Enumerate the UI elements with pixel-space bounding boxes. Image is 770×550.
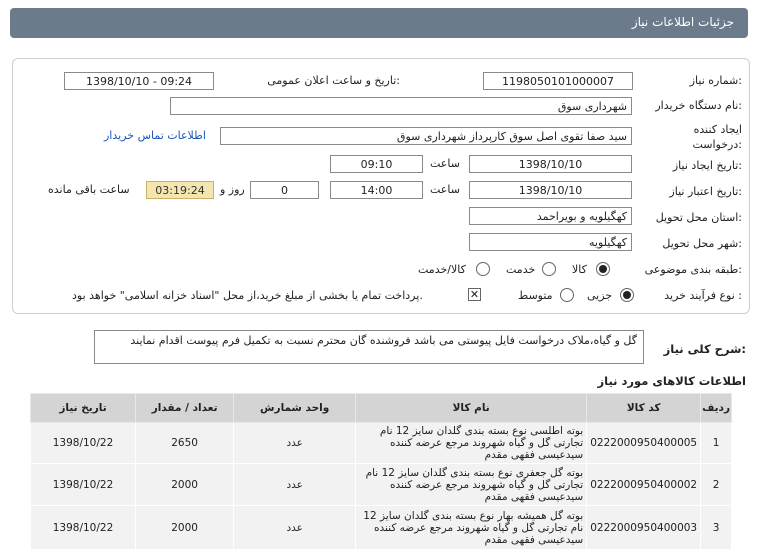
buyer-org-field: شهرداری سوق (170, 97, 632, 115)
validity-time-label: ساعت (430, 183, 460, 196)
creator-label-1: ایجاد کننده (693, 123, 742, 136)
items-section-title: اطلاعات کالاهای مورد نیاز (597, 374, 746, 388)
header-unit: واحد شمارش (234, 394, 356, 423)
category-option-goods-service: کالا/خدمت (418, 263, 466, 276)
item-need-date: 1398/10/22 (31, 464, 136, 506)
row-index: 1 (701, 423, 732, 464)
announce-label: تاریخ و ساعت اعلان عمومی: (267, 74, 400, 87)
category-radio-goods-service[interactable] (476, 262, 490, 276)
process-label: نوع فرآیند خرید : (664, 289, 742, 302)
items-table (30, 393, 732, 550)
item-code: 0222000950400002 (587, 464, 701, 506)
table-row (31, 506, 732, 550)
item-code: 0222000950400005 (587, 423, 701, 464)
process-radio-medium[interactable] (560, 288, 574, 302)
description-box: گل و گیاه،ملاک درخواست فایل پیوستی می باشد فروشنده گان محترم نسبت به تکمیل فرم پیوست اقدام نمایند (94, 330, 644, 364)
treasury-checkbox[interactable]: ✕ (469, 288, 480, 301)
city-field: کهگیلویه (469, 233, 632, 251)
item-quantity: 2000 (136, 464, 234, 506)
creator-label-2: درخواست: (692, 138, 742, 151)
item-name: بوته گل جعفری نوع بسته بندی گلدان سایز 12 نام تجارتی گل و گیاه شهروند مرجع عرضه کننده سیدعیسی فقهی مقدم (356, 464, 587, 506)
category-radio-goods[interactable] (596, 262, 610, 276)
province-field: کهگیلویه و بویراحمد (469, 207, 632, 225)
city-label: شهر محل تحویل: (662, 237, 742, 250)
table-row (31, 464, 732, 506)
item-quantity: 2000 (136, 506, 234, 550)
category-option-goods: کالا (572, 263, 587, 276)
announce-field: 1398/10/10 - 09:24 (64, 72, 214, 90)
days-field: 0 (250, 181, 319, 199)
payment-note: پرداخت تمام یا بخشی از مبلغ خرید،از محل "اسناد خزانه اسلامی" خواهد بود. (72, 289, 423, 302)
validity-date-field: 1398/10/10 (469, 181, 632, 199)
table-header-row (31, 394, 732, 423)
item-need-date: 1398/10/22 (31, 423, 136, 464)
buyer-org-label: نام دستگاه خریدار: (655, 99, 742, 112)
header-item-name: نام کالا (356, 394, 587, 423)
created-time-label: ساعت (430, 157, 460, 170)
table-row (31, 423, 732, 464)
row-index: 2 (701, 464, 732, 506)
header-need-date: تاریخ نیاز (31, 394, 136, 423)
item-name: بوته گل همیشه بهار نوع بسته بندی گلدان سایز 12 نام تجارتی گل و گیاه شهروند مرجع عرضه کننده سیدعیسی فقهی مقدم (356, 506, 587, 550)
item-unit: عدد (234, 506, 356, 550)
remaining-timer: 03:19:24 (146, 181, 214, 199)
created-date-label: تاریخ ایجاد نیاز: (672, 159, 742, 172)
item-code: 0222000950400003 (587, 506, 701, 550)
need-number-field: 1198050101000007 (483, 72, 633, 90)
category-option-service: خدمت (506, 263, 536, 276)
item-name: بوته اطلسی نوع بسته بندی گلدان سایز 12 نام تجارتی گل و گیاه شهروند مرجع عرضه کننده سیدعیسی فقهی مقدم (356, 423, 587, 464)
created-date-field: 1398/10/10 (469, 155, 632, 173)
item-need-date: 1398/10/22 (31, 506, 136, 550)
remaining-label: ساعت باقی مانده (48, 183, 130, 196)
header-row-index: ردیف (701, 394, 732, 423)
item-quantity: 2650 (136, 423, 234, 464)
row-index: 3 (701, 506, 732, 550)
header-item-code: کد کالا (587, 394, 701, 423)
process-radio-minor[interactable] (620, 288, 634, 302)
description-label: شرح کلی نیاز: (663, 342, 746, 356)
validity-label: تاریخ اعتبار نیاز: (669, 185, 742, 198)
item-unit: عدد (234, 423, 356, 464)
process-option-medium: متوسط (518, 289, 553, 302)
header-quantity: تعداد / مقدار (136, 394, 234, 423)
province-label: استان محل تحویل: (655, 211, 742, 224)
process-option-minor: جزیی (587, 289, 613, 302)
category-radio-service[interactable] (542, 262, 556, 276)
creator-field: سید صفا تقوی اصل سوق کارپرداز شهرداری سوق (220, 127, 632, 145)
created-time-field: 09:10 (330, 155, 423, 173)
category-label: طبقه بندی موضوعی: (644, 263, 742, 276)
buyer-contact-link[interactable]: اطلاعات تماس خریدار (104, 129, 206, 142)
need-number-label: شماره نیاز: (689, 74, 742, 87)
item-unit: عدد (234, 464, 356, 506)
page-header (10, 8, 748, 38)
days-label: روز و (220, 183, 245, 196)
validity-time-field: 14:00 (330, 181, 423, 199)
page-title: جزئیات اطلاعات نیاز (631, 15, 734, 29)
